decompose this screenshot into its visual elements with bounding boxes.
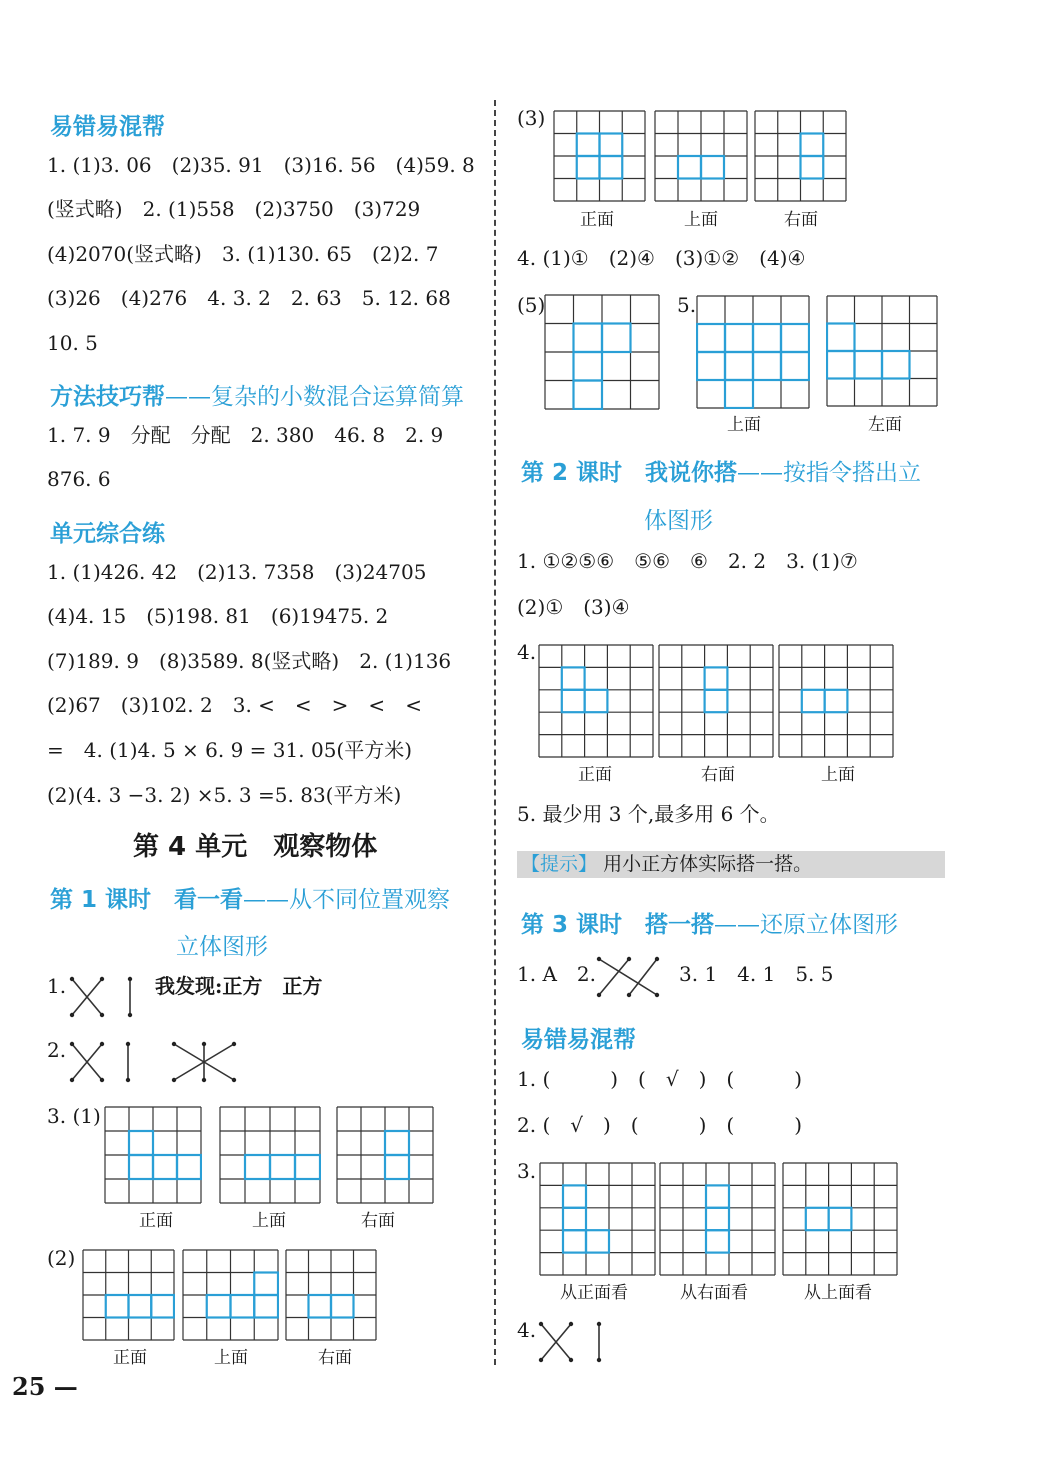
question-number: (3) [517, 106, 546, 130]
heading-continuation: 体图形 [644, 508, 713, 534]
highlighted-cell [129, 1155, 153, 1179]
question-number: 5. [677, 293, 697, 317]
highlighted-cell [207, 1295, 231, 1318]
view-caption: 从正面看 [560, 1283, 628, 1303]
view-grid [654, 110, 748, 202]
unit-title: 第 4 单元 观察物体 [133, 832, 378, 862]
view-caption: 上面 [214, 1348, 248, 1368]
question-number: 4. [517, 1318, 537, 1342]
view-caption: 从上面看 [804, 1283, 872, 1303]
highlighted-cell [577, 156, 600, 179]
heading-error-help: 易错易混帮 [521, 1027, 636, 1053]
highlighted-cell [802, 690, 825, 712]
highlighted-cell [701, 156, 724, 179]
heading-lesson-3 [521, 906, 898, 939]
view-grid [538, 644, 654, 758]
heading-sub: ——按指令搭出立 [737, 460, 922, 486]
finding-text: 我发现:正方 正方 [155, 974, 323, 998]
view-caption: 右面 [361, 1211, 395, 1231]
highlighted-cell [385, 1155, 409, 1179]
highlighted-cell [781, 324, 809, 352]
view-grid [778, 644, 894, 758]
highlighted-cell [697, 352, 725, 380]
highlighted-cell [725, 352, 753, 380]
highlighted-cell [753, 352, 781, 380]
highlighted-cell [295, 1155, 320, 1179]
heading-lesson-1 [50, 881, 450, 914]
view-caption: 正面 [113, 1348, 147, 1368]
highlighted-cell [385, 1131, 409, 1155]
view-caption: 正面 [139, 1211, 173, 1231]
answer-line: = 4. (1)4. 5 × 6. 9 = 31. 05(平方米) [47, 738, 413, 762]
column-divider [494, 100, 496, 1365]
answer-line: 4. (1)① (2)④ (3)①② (4)④ [517, 246, 806, 270]
heading-unit-practice: 单元综合练 [50, 521, 165, 547]
highlighted-cell [563, 1185, 586, 1207]
highlighted-cell [129, 1131, 153, 1155]
highlighted-cell [829, 1208, 852, 1230]
highlighted-cell [153, 1155, 177, 1179]
answer-line: 1. (1)3. 06 (2)35. 91 (3)16. 56 (4)59. 8 [47, 153, 475, 177]
highlighted-cell [177, 1155, 201, 1179]
highlighted-cell [725, 324, 753, 352]
highlighted-cell [577, 134, 600, 157]
heading-main: 第 1 课时 看一看 [50, 887, 244, 913]
highlighted-cell [801, 134, 824, 157]
question-number: 1. [47, 974, 67, 998]
view-grid [182, 1249, 279, 1341]
answer-line: 1. ①②⑤⑥ ⑤⑥ ⑥ 2. 2 3. (1)⑦ [517, 549, 858, 573]
highlighted-cell [563, 1230, 586, 1252]
heading-method-tips [50, 378, 464, 411]
answer-line: 5. 最少用 3 个,最多用 6 个。 [517, 802, 780, 826]
heading-main: 第 3 课时 搭一搭 [521, 912, 715, 938]
view-grid [754, 110, 847, 202]
view-grid [659, 1162, 776, 1276]
heading-sub: ——从不同位置观察 [243, 887, 451, 913]
highlighted-cell [602, 324, 631, 353]
answer-line: 3. 1 4. 1 5. 5 [679, 962, 834, 986]
highlighted-cell [753, 324, 781, 352]
highlighted-cell [270, 1155, 295, 1179]
highlighted-cell [574, 352, 603, 381]
question-number: (5) [517, 293, 546, 317]
hint-text: 用小正方体实际搭一搭。 [603, 853, 813, 875]
heading-sub: ——还原立体图形 [714, 912, 899, 938]
answer-line: (2)① (3)④ [517, 595, 630, 619]
highlighted-cell [574, 324, 603, 353]
view-caption: 上面 [252, 1211, 286, 1231]
view-grid [539, 1162, 656, 1276]
answer-line: 876. 6 [47, 467, 111, 491]
view-caption: 右面 [784, 210, 818, 230]
highlighted-cell [855, 351, 883, 379]
matching-lines-figure [68, 1040, 243, 1086]
highlighted-cell [706, 1185, 729, 1207]
heading-main: 第 2 课时 我说你搭 [521, 460, 738, 486]
question-number: 4. [517, 640, 537, 664]
view-caption: 从右面看 [680, 1283, 748, 1303]
highlighted-cell [254, 1273, 278, 1296]
highlighted-cell [331, 1295, 354, 1318]
view-grid [104, 1106, 202, 1204]
answer-line: (4)2070(竖式略) 3. (1)130. 65 (2)2. 7 [47, 242, 439, 266]
hint-box [517, 851, 945, 878]
highlighted-cell [600, 134, 623, 157]
view-caption: 上面 [727, 415, 761, 435]
page-number: 25 — [12, 1372, 78, 1401]
answer-line: 1. 7. 9 分配 分配 2. 380 46. 8 2. 9 [47, 423, 444, 447]
question-number: 3. [517, 1159, 537, 1183]
heading-main: 方法技巧帮 [50, 384, 165, 410]
answer-line: (2)(4. 3 −3. 2) ×5. 3 =5. 83(平方米) [47, 783, 402, 807]
answer-line: (7)189. 9 (8)3589. 8(竖式略) 2. (1)136 [47, 649, 452, 673]
highlighted-cell [827, 351, 855, 379]
highlighted-cell [309, 1295, 332, 1318]
view-grid [544, 294, 660, 410]
highlighted-cell [706, 1208, 729, 1230]
highlighted-cell [801, 156, 824, 179]
highlighted-cell [562, 667, 585, 689]
highlighted-cell [882, 351, 910, 379]
highlighted-cell [827, 324, 855, 352]
view-caption: 上面 [821, 765, 855, 785]
highlighted-cell [129, 1295, 152, 1318]
view-grid [782, 1162, 898, 1276]
highlighted-cell [563, 1208, 586, 1230]
answer-line: (2)67 (3)102. 2 3. < < > < < [47, 693, 422, 717]
view-grid [826, 295, 938, 407]
highlighted-cell [705, 667, 728, 689]
view-grid [82, 1249, 175, 1341]
highlighted-cell [231, 1295, 255, 1318]
answer-line: (4)4. 15 (5)198. 81 (6)19475. 2 [47, 604, 389, 628]
question-number: (2) [47, 1246, 76, 1270]
matching-lines-figure [537, 1320, 607, 1364]
view-grid [696, 295, 810, 409]
highlighted-cell [705, 690, 728, 712]
view-grid [658, 644, 774, 758]
answer-line: (竖式略) 2. (1)558 (2)3750 (3)729 [47, 197, 421, 221]
matching-lines-figure [68, 975, 138, 1020]
view-caption: 正面 [580, 210, 614, 230]
view-grid [336, 1106, 434, 1204]
highlighted-cell [574, 381, 603, 410]
highlighted-cell [678, 156, 701, 179]
answer-line: 10. 5 [47, 331, 98, 355]
highlighted-cell [106, 1295, 129, 1318]
highlighted-cell [697, 324, 725, 352]
answer-line: 1. (1)426. 42 (2)13. 7358 (3)24705 [47, 560, 427, 584]
heading-lesson-2 [521, 454, 921, 487]
highlighted-cell [706, 1230, 729, 1252]
heading-sub: ——复杂的小数混合运算简算 [165, 384, 464, 410]
highlighted-cell [254, 1295, 278, 1318]
highlighted-cell [585, 690, 608, 712]
view-grid [219, 1106, 321, 1204]
highlighted-cell [151, 1295, 174, 1318]
highlighted-cell [725, 380, 753, 408]
answer-line: 1. ( ) ( √ ) ( ) [517, 1067, 802, 1091]
highlighted-cell [781, 352, 809, 380]
matching-lines-figure [595, 955, 665, 999]
view-caption: 正面 [578, 765, 612, 785]
view-caption: 左面 [868, 415, 902, 435]
answer-line: (3)26 (4)276 4. 3. 2 2. 63 5. 12. 68 [47, 286, 451, 310]
view-caption: 右面 [701, 765, 735, 785]
highlighted-cell [245, 1155, 270, 1179]
question-number: 2. [47, 1038, 67, 1062]
view-grid [553, 110, 646, 202]
highlighted-cell [806, 1208, 829, 1230]
highlighted-cell [586, 1230, 609, 1252]
hint-tag: 【提示】 [521, 853, 598, 875]
highlighted-cell [562, 690, 585, 712]
heading-continuation: 立体图形 [176, 934, 268, 960]
highlighted-cell [600, 156, 623, 179]
view-caption: 上面 [684, 210, 718, 230]
heading-error-help: 易错易混帮 [50, 114, 165, 140]
view-grid [285, 1249, 377, 1341]
view-caption: 右面 [318, 1348, 352, 1368]
question-number: 3. (1) [47, 1104, 101, 1128]
answer-line: 1. A 2. [517, 962, 596, 986]
highlighted-cell [825, 690, 848, 712]
answer-line: 2. ( √ ) ( ) ( ) [517, 1113, 802, 1137]
